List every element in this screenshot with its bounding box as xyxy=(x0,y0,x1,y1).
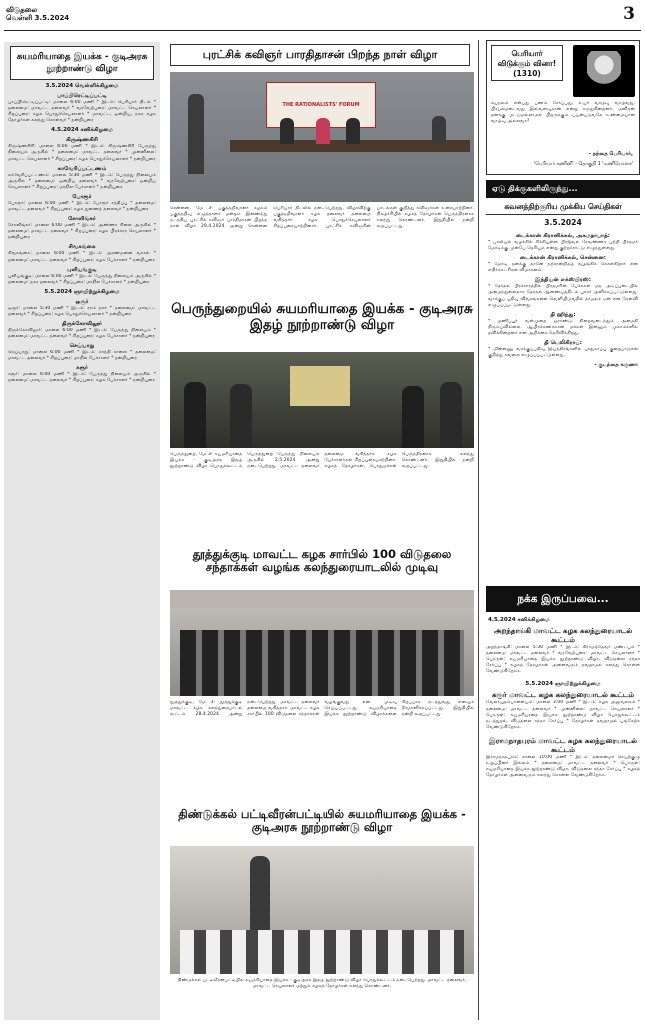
left-date-3: 5.5.2024 ஞாயிற்றுக்கிழமை xyxy=(44,288,120,295)
dais-person-3 xyxy=(346,118,360,144)
nakka-title: நக்க இருப்பவை... xyxy=(486,586,640,612)
article3-photo xyxy=(170,590,474,696)
left-body-4: போரூர்: மாலை 6:00 மணி * இடம்: போரூர் சந்திப்பு * தலைமை: மாவட்ட தலைவர் * சிறப்புரை: கழக துணைத் தலைவர் * நன்றியுரை xyxy=(8,200,156,213)
news-body-4: * மணிப்பூர் வன்முறை ஓராண்டு நிறைவடைந்தும் அமைதி திரும்பவில்லை. ஆயிரக்கணக்கான மக்கள் இன்னும் முகாம்களில் தவிக்கின்றனர் என அறிக்கை தெரிவிக்கிறது. xyxy=(488,318,638,336)
masthead xyxy=(6,6,69,22)
left-body-6: சிவகங்கை: மாலை 6:00 மணி * இடம்: அரண்மனை வாசல் * தலைமை: மாவட்ட தலைவர் * சிறப்புரை: கழக பேச்சாளர் * நன்றியுரை xyxy=(8,251,156,263)
dais-person-2 xyxy=(316,118,330,144)
event-banner xyxy=(290,366,350,406)
left-place-3: காவேரிப்பட்டணம் xyxy=(57,165,107,172)
left-place-10: செய்யாறு xyxy=(69,343,95,350)
news-masthead: ஏடு திக்குகளிலிருந்து... xyxy=(486,180,640,198)
news-list xyxy=(488,230,638,558)
column-divider xyxy=(478,40,479,1020)
left-place-6: சிவகங்கை xyxy=(68,244,96,251)
left-body-1: பாப்பிரெட்டிப்பட்டி: மாலை 6:00 மணி * இடம்: பெரியார் திடல் * தலைமை: மாவட்ட தலைவர் * வரவேற்புரை: மாவட்ட செயலாளர் * சிறப்புரை: கழக பொதுச்செயலாளர் * மாவட்ட, ஒன்றிய, நகர கழக தோழர்கள் கலந்து கொள்வர் * நன்றியுரை xyxy=(8,100,156,124)
article2-title: பெருந்துறையில் சுயமரியாதை இயக்க - குடிஅரசு இதழ் நூற்றாண்டு விழா xyxy=(171,301,473,333)
article2-photo xyxy=(170,352,474,448)
article4-title: திண்டுக்கல் பட்டிவீரன்பட்டியில் சுயமரியாதை இயக்க - குடிஅரசு நூற்றாண்டு விழா xyxy=(178,807,466,835)
page-number: 3 xyxy=(623,4,635,24)
left-body-7: புளியங்குடி: மாலை 6:00 மணி * இடம்: பேருந்து நிலையம் அருகில் * தலைமை: நகர தலைவர் * சிறப்புரை: மாநில பேச்சாளர் * நன்றியுரை xyxy=(8,273,156,285)
nakka-body-2: வேலாயுதம்பாளையம்: மாலை 3:00 மணி * இடம்: கழக அலுவலகம் * தலைமை: மாவட்ட தலைவர் * முன்னிலை: மாவட்ட செயலாளர் * பொருள்: சுயமரியாதை இயக்க நூற்றாண்டு விழா பொதுக்கூட்டம் நடத்துதல், விடுதலை சந்தா சேர்ப்பு * தோழர்கள் தவறாமல் பங்கேற்க வேண்டுகிறோம். xyxy=(486,700,640,730)
header-rule xyxy=(4,30,641,31)
attendee-1 xyxy=(184,382,206,448)
left-body-5: சோளிங்கர்: மாலை 6:00 மணி * இடம்: அண்ணா சிலை அருகில் * தலைமை: மாவட்ட தலைவர் * சிறப்புரை: கழக பிரச்சார செயலாளர் * நன்றியுரை xyxy=(8,223,156,241)
periyar-portrait xyxy=(573,45,635,97)
left-body-2: கிருஷ்ணகிரி: மாலை 6:00 மணி * இடம்: கிருஷ்ணகிரி பேருந்து நிலையம் அருகில் * தலைமை: மாவட்ட தலைவர் * முன்னிலை: மாவட்ட செயலாளர் * சிறப்புரை: கழக பொதுச்செயலாளர் * நன்றியுரை xyxy=(8,144,156,162)
nakka-body-1: அறந்தாங்கி: மாலை 5:30 மணி * இடம்: கிராமத்தேவர் மண்டபம் * தலைமை: மாவட்ட தலைவர் * வரவேற்புரை: மாவட்ட செயலாளர் * பொருள்: சுயமரியாதை இயக்க நூற்றாண்டு விழா, விடுதலை சந்தா சேர்ப்பு * கழகத் தோழர்கள் அனைவரும் தவறாமல் கலந்து கொள்ள வேண்டுகிறோம். xyxy=(486,645,640,675)
news-date: 3.5.2024 xyxy=(544,218,582,227)
article3-title: தூத்துக்குடி மாவட்ட கழக சார்பில் 100 விடுதலை சந்தாக்கள் வழங்க கலந்துரையாடலில் முடிவு xyxy=(192,547,452,575)
nakka-head-1: அறந்தாங்கி மாவட்ட கழக கலந்துரையாடல் கூட்டம் xyxy=(493,627,633,644)
news-head-1: டைக்கான் கிரானிக்கல், அகமதாபாத்: xyxy=(516,233,610,239)
news-body-5: * மின்னணு வாக்குப்பதிவு இயந்திரங்களில் பாதுகாப்பு குறைபாடுகள் குறித்து கவலை எழுப்பப்பட்டுள்ளது. xyxy=(488,347,638,359)
wall-band xyxy=(170,590,474,608)
left-body-10: செய்யாறு: மாலை 6:00 மணி * இடம்: காந்தி சாலை * தலைமை: மாவட்ட தலைவர் * சிறப்புரை: மாநில பேச்சாளர் * நன்றியுரை xyxy=(8,350,156,362)
left-body-9: திருக்கோவிலூர்: மாலை 6:00 மணி * இடம்: பேருந்து நிலையம் * தலைமை: மாவட்ட தலைவர் * சிறப்புரை: கழக பேச்சாளர் * நன்றியுரை xyxy=(8,327,156,340)
attendee-3 xyxy=(402,386,424,448)
article1-title: புரட்சிக் கவிஞர் பாரதிதாசன் பிறந்த நாள் விழா xyxy=(170,44,470,66)
issue-date: வெள்ளி 3.5.2024 xyxy=(6,14,70,22)
left-body-11: கரூர்: மாலை 6:00 மணி * இடம்: பேருந்து நிலையம் அருகில் * தலைமை: மாவட்ட தலைவர் * சிறப்புரை: கழக பேச்சாளர் * நன்றியுரை xyxy=(8,372,156,384)
left-place-2: கிருஷ்ணகிரி xyxy=(66,137,98,144)
left-date-2: 4.5.2024 சனிக்கிழமை xyxy=(51,127,113,134)
seated-guests xyxy=(180,930,464,974)
periyar-badge: பெரியார் விடுக்கும் வினா! (1310) xyxy=(491,45,563,81)
nakka-date-2: 5.5.2024 ஞாயிற்றுக்கிழமை xyxy=(525,681,601,688)
nakka-date-1: 4.5.2024 சனிக்கிழமை xyxy=(488,617,550,623)
left-column xyxy=(4,42,160,1020)
article1-body: சென்னை, மே 3- பகுத்தறிவாளர் கழகம் பகுத்தறிவு எழுத்தாளர் மன்றம் இணைந்து நடத்திய புரட்சிக் கவிஞர் பாரதிதாசன் பிறந்த நாள் விழா 29.4.2024 அன்று சென்னை பெரியார் திடலில் நடைபெற்றது. விழாவிற்கு பகுத்தறிவாளர் கழக தலைவர் தலைமை வகித்தார். கழக பொதுச்செயலாளர் சிறப்புரையாற்றினார். புரட்சிக் கவிஞரின் பாடல்கள் குறித்து கவிஞர்கள் உரையாற்றினர். நிகழ்ச்சியில் கழகத் தோழர்கள் பெருந்திரளாக கலந்து கொண்டனர். இறுதியில் நன்றி கூறப்பட்டது. xyxy=(170,206,474,230)
nakka-head-2: கரூர் மாவட்ட கழக கலந்துரையாடல் கூட்டம் xyxy=(491,691,635,700)
portrait-face xyxy=(587,51,621,91)
left-place-8: ஒசூர் xyxy=(75,298,89,305)
article3-body: தூத்துக்குடி, மே 3- தூத்துக்குடி மாவட்ட கழக கலந்துரையாடல் கூட்டம் 28.4.2024 அன்று நடைபெற்றது. மாவட்ட தலைவர் தலைமை வகித்தார். மாவட்ட கழக சார்பில் 100 விடுதலை சந்தாக்கள் வழங்குவது என முடிவு செய்யப்பட்டது. சுயமரியாதை இயக்க நூற்றாண்டு விழாக்களை சிறப்பாக நடத்துவது எனவும் தீர்மானிக்கப்பட்டது. இறுதியில் நன்றி கூறப்பட்டது. xyxy=(170,700,474,718)
article2-body: பெருந்துறை, மே 3- சுயமரியாதை இயக்க - குடிஅரசு இதழ் நூற்றாண்டு விழா பொதுக்கூட்டம் பெருந்துறை பேருந்து நிலையம் அருகில் 2.5.2024 அன்று நடைபெற்றது. மாவட்ட தலைவர் தலைமை வகித்தார். கழக பேச்சாளர்கள் சிறப்புரையாற்றினர். கழகத் தோழர்கள், பொதுமக்கள் பெருந்திரளாக கலந்து கொண்டனர். இறுதியில் நன்றி கூறப்பட்டது. xyxy=(170,452,474,470)
periyar-author: - தந்தை பெரியார், xyxy=(588,151,633,157)
news-body-2: * மோடி தனக்கு தானே நற்சான்றிதழ் வழங்கிக் கொள்கிறார் என எதிர்க்கட்சிகள் விமர்சனம். xyxy=(488,262,638,274)
news-byline: - குடந்தை கருணா xyxy=(594,362,638,369)
left-body-3: காவேரிப்பட்டணம்: மாலை 5:30 மணி * இடம்: பேருந்து நிலையம் அருகில் * தலைமை: ஒன்றிய தலைவர் * வரவேற்புரை: ஒன்றிய செயலாளர் * சிறப்புரை: மாநில பேச்சாளர் * நன்றியுரை xyxy=(8,172,156,190)
nakka-list xyxy=(486,614,640,1018)
article4-caption: திண்டுக்கல் பட்டிவீரன்பட்டியில் சுயமரியாதை இயக்க - குடிஅரசு இதழ் நூற்றாண்டு விழா பொதுக்கூட்டம் நடைபெற்றது. மாவட்ட தலைவர், மாவட்ட செயலாளர் மற்றும் கழகத் தோழர்கள் கலந்து கொண்டனர். xyxy=(177,978,467,990)
left-place-1: பாப்பிரெட்டிப்பட்டி xyxy=(57,93,107,99)
speaker-figure xyxy=(188,94,204,174)
attendee-2 xyxy=(230,384,252,448)
left-place-11: கரூர் xyxy=(76,365,88,372)
left-place-5: சோளிங்கர் xyxy=(68,216,96,223)
article1-photo xyxy=(170,72,474,202)
left-place-4: போரூர் xyxy=(72,193,92,200)
news-head-3: இந்தியன் எக்ஸ்பிரஸ்: xyxy=(535,277,591,284)
periyar-quote: சுயநலம் என்பது பணம் சேர்ப்பது, உயர் வாழ்வு வாழ்வது, பிரபலமடைவது இவ்வளவுதான் என்று கருதுகின்றனர். மனிதன் தனக்கு மட்டுமல்லாமல் பிறருக்கும் பயன்படுவதே உண்மையான வாழ்வு அல்லவா? xyxy=(491,101,635,125)
left-place-9: திருக்கோவிலூர் xyxy=(62,320,102,327)
news-body-1: * பாலியல் வழக்கில் சிக்கியுள்ள பிரஜ்வல் ரேவண்ணா பற்றி பிரதமர் மோடிக்கு முன்பே தெரியும் என்று குற்றச்சாட்டு எழுந்துள்ளது. xyxy=(488,240,638,252)
news-head-4: தி ஹிந்து: xyxy=(550,311,576,318)
nakka-body-3: இராமநாதபுரம்: காலை 10:00 மணி * இடம்: தலைமைச் செயற்குழு உறுப்பினர் இல்லம் * தலைமை: மாவட்ட தலைவர் * பொருள்: சுயமரியாதை இயக்க நூற்றாண்டு விழா, விடுதலை சந்தா சேர்ப்பு * கழகத் தோழர்கள் அனைவரும் கலந்து கொள்ள வேண்டுகிறோம். xyxy=(486,754,640,779)
article4-photo xyxy=(170,846,474,974)
left-place-7: புளியங்குடி xyxy=(67,266,97,273)
periyar-source: 'பெரியார் கணினி' - தொகுதி 1 'மணியோசை' xyxy=(533,162,633,167)
left-date-1: 3.5.2024 வெள்ளிக்கிழமை xyxy=(45,83,119,89)
news-title: கவனத்திற்குரிய முக்கிய செய்திகள் xyxy=(486,202,640,215)
news-head-2: டைக்கான் கிரானிக்கல், சென்னை: xyxy=(520,255,606,262)
left-column-title: சுயமரியாதை இயக்க - குடிஅரசு நூற்றாண்டு விழா xyxy=(10,46,154,80)
news-head-5: தி டெலிகிராப்: xyxy=(544,340,582,347)
attendee-4 xyxy=(440,382,462,448)
dais-person-1 xyxy=(280,118,294,144)
rationalist-forum-banner: THE RATIONALISTS' FORUM xyxy=(282,102,360,108)
paper-name: விடுதலை xyxy=(6,6,38,14)
news-body-3: * தேர்தல் பிரச்சாரத்தில் பிரதமரின் பேச்சுகள் மத அடிப்படையில் அமைந்துள்ளதாக தேர்தல் ஆணையத்திடம் புகார் அளிக்கப்பட்டுள்ளது. வாக்குப் பதிவு விவரங்களை வெளியிடுவதில் தாமதம் ஏன் என கேள்வி எழுப்பப்பட்டுள்ளது. xyxy=(488,284,638,308)
nakka-head-3: இராமநாதபுரம் மாவட்ட கழக கலந்துரையாடல் கூட்டம் xyxy=(488,736,638,754)
left-body-8: ஒசூர்: மாலை 5:30 மணி * இடம்: ராம் நகர் * தலைமை: மாவட்ட தலைவர் * சிறப்புரை: கழக பொதுச்செயலாளர் * நன்றியுரை xyxy=(8,305,156,317)
group-attendees xyxy=(180,630,464,696)
periyar-box xyxy=(486,40,640,175)
dais-person-4 xyxy=(432,116,446,144)
